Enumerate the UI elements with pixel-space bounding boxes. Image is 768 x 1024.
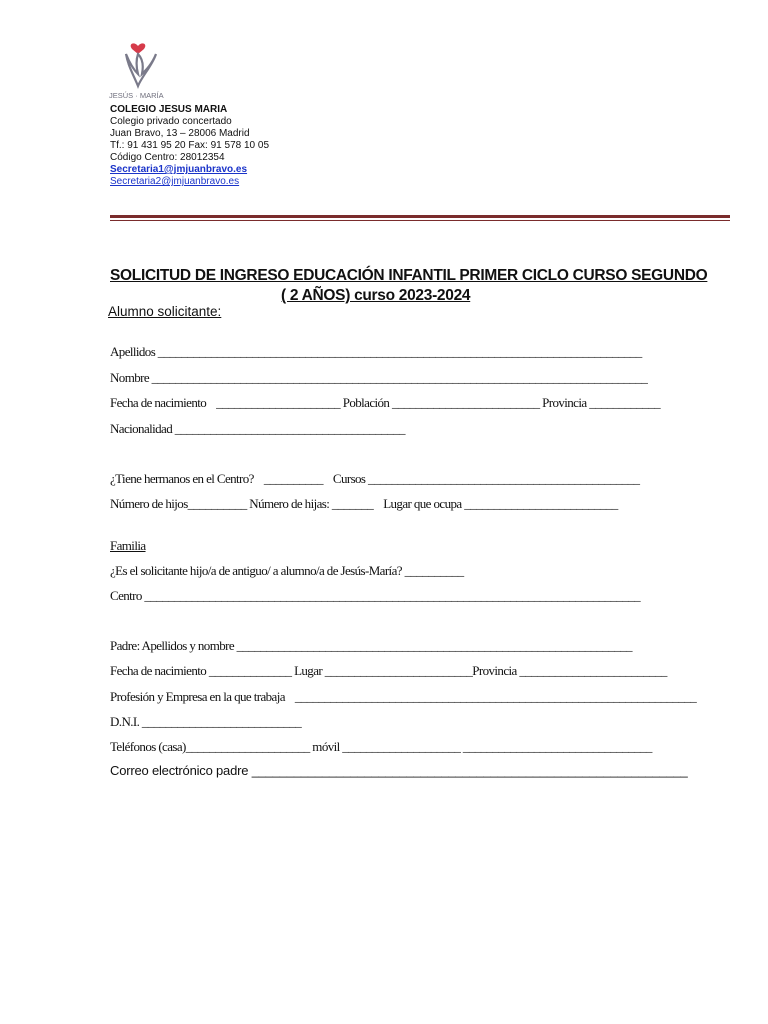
email-link-2[interactable]: Secretaria2@jmjuanbravo.es (110, 176, 240, 187)
header-rule-thin (110, 220, 730, 221)
email-link-1[interactable]: Secretaria1@jmjuanbravo.es (110, 164, 248, 175)
form-title-line1: SOLICITUD DE INGRESO EDUCACIÓN INFANTIL PRIMER CICLO CURSO SEGUNDO (110, 267, 708, 284)
hermanos-line[interactable]: __________ (263, 471, 323, 486)
school-address: Juan Bravo, 13 – 28006 Madrid (110, 128, 250, 139)
family-heading: Familia (110, 538, 146, 553)
school-logo (108, 40, 174, 106)
hermanos-question: ¿Tiene hermanos en el Centro? (110, 471, 254, 486)
field-padre-nombre[interactable]: Padre: Apellidos y nombre ___________________________________________________________________ (110, 638, 632, 653)
svg-text:JESÚS · MARÍA: JESÚS · MARÍA (109, 91, 164, 100)
cursos-field[interactable]: Cursos ______________________________________________ (332, 471, 640, 486)
field-nombre[interactable]: Nombre ____________________________________________________________________________________ (110, 370, 648, 385)
applicant-label: Alumno solicitante: (108, 304, 222, 319)
field-hijos[interactable] (110, 496, 618, 512)
field-apellidos[interactable]: Apellidos __________________________________________________________________________________ (110, 344, 642, 359)
school-code: Código Centro: 28012354 (110, 152, 225, 163)
form-title-line2: ( 2 AÑOS) curso 2023-2024 (281, 287, 471, 304)
profesion-line[interactable]: ____________________________________________________________________ (294, 689, 697, 704)
field-profesion[interactable] (110, 689, 696, 705)
nacimiento-line[interactable]: _____________________ Población _________________________ Provincia ____________ (216, 395, 660, 410)
lugar-field[interactable]: Lugar que ocupa __________________________ (383, 496, 618, 511)
field-nacimiento[interactable] (110, 395, 660, 411)
field-centro[interactable]: Centro ____________________________________________________________________________________ (110, 588, 641, 603)
school-phone: Tf.: 91 431 95 20 Fax: 91 578 10 05 (110, 140, 270, 151)
field-padre-nacimiento[interactable]: Fecha de nacimiento ______________ Lugar _________________________Provincia _________________________ (110, 663, 667, 678)
field-antiguo-alumno[interactable]: ¿Es el solicitante hijo/a de antiguo/ a alumno/a de Jesús-María? __________ (110, 563, 464, 578)
profesion-label: Profesión y Empresa en la que trabaja (110, 689, 285, 704)
heart-icon (131, 43, 146, 54)
field-correo-padre[interactable]: Correo electrónico padre ______________________________________________________________ (110, 763, 688, 778)
hijos-hijas-field[interactable]: Número de hijos__________ Número de hijas: _______ (110, 496, 374, 511)
field-dni[interactable]: D.N.I. ___________________________ (110, 714, 302, 729)
field-telefonos[interactable]: Teléfonos (casa)_____________________ móvil ____________________ ________________________________ (110, 739, 652, 754)
nacimiento-label: Fecha de nacimiento (110, 395, 207, 410)
school-type: Colegio privado concertado (110, 116, 232, 127)
header-rule-thick (110, 215, 730, 218)
school-name: COLEGIO JESUS MARIA (110, 104, 228, 115)
field-nacionalidad[interactable]: Nacionalidad _______________________________________ (110, 421, 405, 436)
field-hermanos[interactable] (110, 471, 639, 487)
